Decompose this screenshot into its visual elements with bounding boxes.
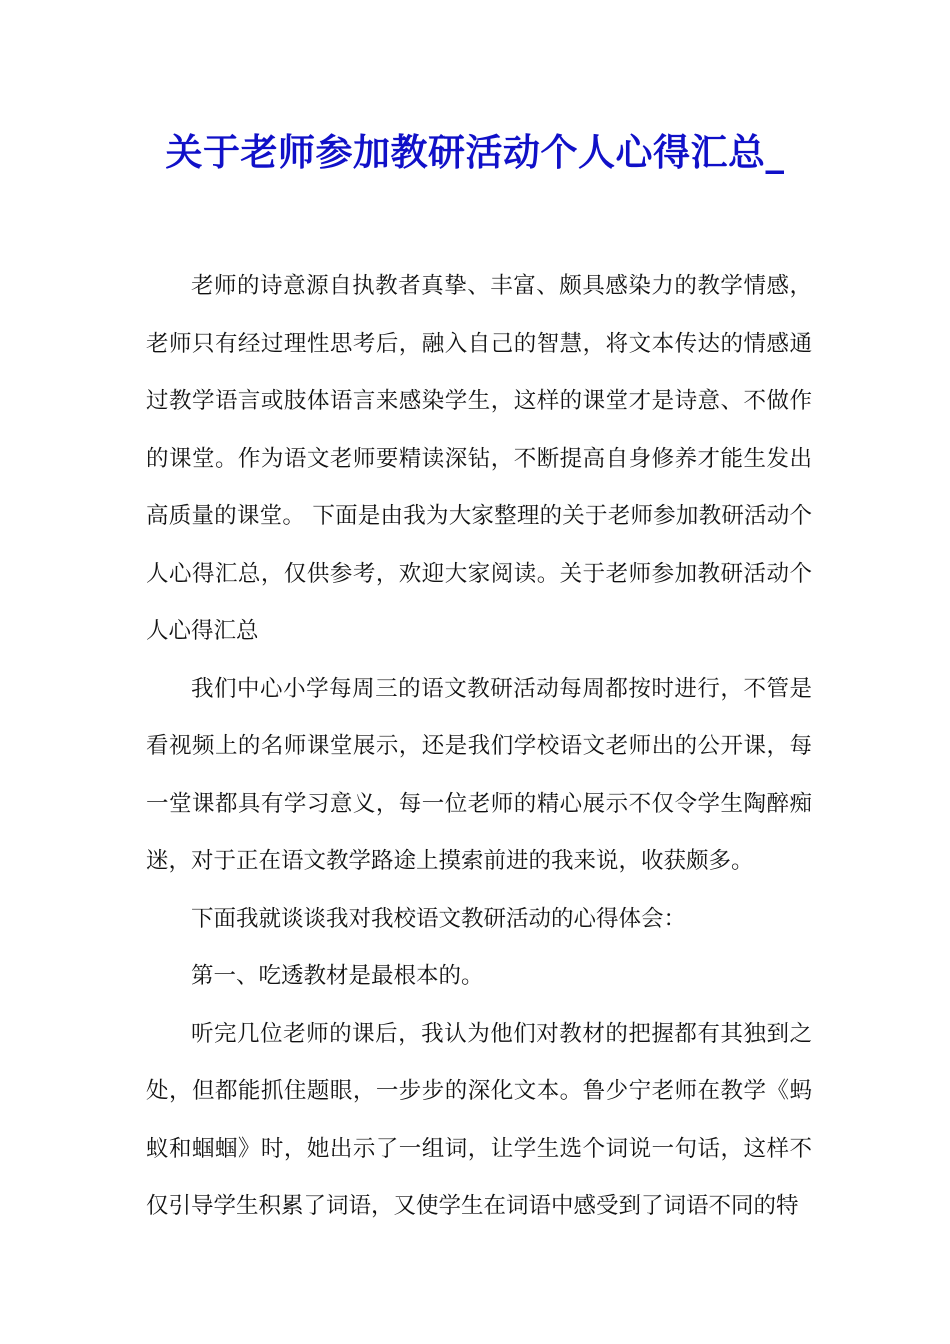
paragraph: 我们中心小学每周三的语文教研活动每周都按时进行，不管是看视频上的名师课堂展示，还是我们学校语文老师出的公开课，每一堂课都具有学习意义，每一位老师的精心展示不仅令学生陶醉痴迷，对于正在语文教学路途上摸索前进的我来说，收获颇多。 (146, 675, 812, 874)
document-body (146, 258, 812, 1236)
paragraph: 老师的诗意源自执教者真挚、丰富、颇具感染力的教学情感，老师只有经过理性思考后，融入自己的智慧，将文本传达的情感通过教学语言或肢体语言来感染学生，这样的课堂才是诗意、不做作的课堂。作为语文老师要精读深钻，不断提高自身修养才能生发出高质量的课堂。 下面是由我为大家整理的关于老师参加教研活动个人心得汇总，仅供参考，欢迎大家阅读。关于老师参加教研活动个人心得汇总 (146, 273, 812, 644)
paragraph: 下面我就谈谈我对我校语文教研活动的心得体会： (191, 905, 687, 932)
document-title: 关于老师参加教研活动个人心得汇总_ (165, 130, 785, 174)
paragraph: 听完几位老师的课后，我认为他们对教材的把握都有其独到之处，但都能抓住题眼，一步步的深化文本。鲁少宁老师在教学《蚂蚁和蝈蝈》时，她出示了一组词，让学生选个词说一句话，这样不仅引导学生积累了词语，又使学生在词语中感受到了词语不同的特 (146, 1020, 812, 1219)
paragraph: 第一、吃透教材是最根本的。 (191, 963, 484, 989)
